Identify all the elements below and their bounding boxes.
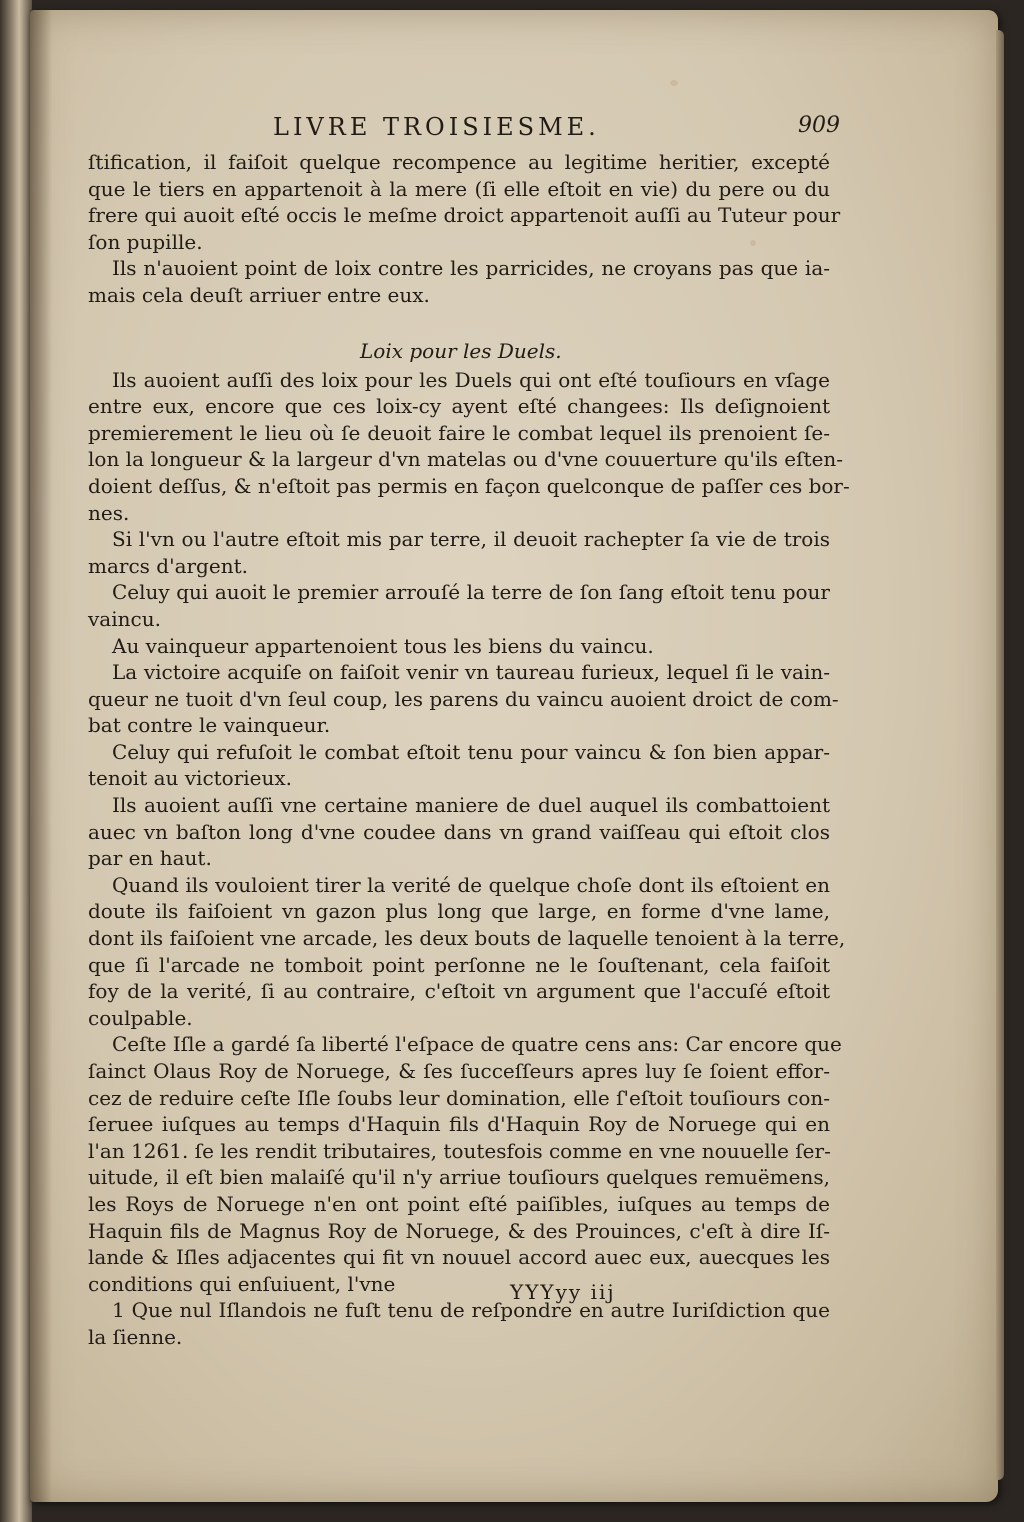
text-line: 1 Que nul Iſlandois ne fuſt tenu de reſpondre en autre Iuriſdiction que xyxy=(112,1298,830,1323)
text-line: ſeruee iuſques au temps d'Haquin fils d'Haquin Roy de Noruege qui en xyxy=(88,1112,830,1137)
binding-edge xyxy=(0,0,32,1522)
text-line: Quand ils vouloient tirer la verité de quelque choſe dont ils eſtoient en xyxy=(112,872,830,897)
text-line: entre eux, encore que ces loix-cy ayent eſté changees: Ils deſignoient xyxy=(88,394,830,419)
text-line: Ils auoient auſſi des loix pour les Duels qui ont eſté touſiours en vſage xyxy=(112,367,830,392)
text-line: la ſienne. xyxy=(88,1324,183,1349)
text-line: coulpable. xyxy=(88,1005,193,1030)
page-text xyxy=(88,113,850,1351)
text-line: foy de la verité, ſi au contraire, c'eſtoit vn argument que l'accuſé eſtoit xyxy=(88,979,830,1004)
text-line: conditions qui enſuiuent, l'vne xyxy=(88,1271,396,1296)
text-line: Ils auoient auſſi vne certaine maniere de duel auquel ils combattoient xyxy=(112,793,830,818)
section-gap xyxy=(88,309,830,337)
text-line: ſtification, il faiſoit quelque recompence au legitime heritier, excepté xyxy=(88,150,830,174)
text-line: nes. xyxy=(88,500,130,525)
text-line: premierement le lieu où ſe deuoit faire le combat lequel ils prenoient ſe- xyxy=(88,420,830,445)
text-line: les Roys de Noruege n'en ont point eſté paiſibles, iuſques au temps de xyxy=(88,1191,830,1216)
text-line: Ils n'auoient point de loix contre les parricides, ne croyans pas que ia- xyxy=(112,256,830,281)
text-line: bat contre le vainqueur. xyxy=(88,713,331,738)
gutter-shadow xyxy=(30,10,52,1502)
text-line: auec vn baſton long d'vne coudee dans vn grand vaiſſeau qui eſtoit clos xyxy=(88,819,830,844)
text-line: ſainct Olaus Roy de Noruege, & ſes ſucceſſeurs apres luy ſe ſoient effor- xyxy=(88,1059,830,1083)
text-line: marcs d'argent. xyxy=(88,553,248,578)
text-line: lon la longueur & la largeur d'vn matelas ou d'vne couuerture qu'ils eſten- xyxy=(88,447,844,472)
page-edge xyxy=(996,30,1004,1480)
text-line: tenoit au victorieux. xyxy=(88,766,293,791)
signature-mark: YYYyy iij xyxy=(510,1280,616,1304)
text-line: Celuy qui auoit le premier arrouſé la terre de ſon ſang eſtoit tenu pour xyxy=(112,580,830,605)
text-line: l'an 1261. ſe les rendit tributaires, toutesfois comme en vne nouuelle ſer- xyxy=(88,1138,831,1163)
page-number: 909 xyxy=(798,113,840,138)
text-line: frere qui auoit eſté occis le meſme droict appartenoit auſſi au Tuteur pour xyxy=(88,203,841,228)
running-head xyxy=(88,113,840,147)
text-line: queur ne tuoit d'vn ſeul coup, les parens du vaincu auoient droict de com- xyxy=(88,686,839,711)
text-line: que le tiers en appartenoit à la mere (ſi elle eſtoit en vie) du pere ou du xyxy=(88,176,830,201)
running-head-title: LIVRE TROISIESME. xyxy=(273,113,600,141)
section-heading: Loix pour les Duels. xyxy=(360,338,562,363)
text-line: La victoire acquiſe on faiſoit venir vn taureau furieux, lequel ſi le vain- xyxy=(112,660,830,685)
text-line: dont ils faiſoient vne arcade, les deux bouts de laquelle tenoient à la terre, xyxy=(88,926,846,951)
text-line: uitude, il eſt bien malaiſé qu'il n'y arriue touſiours quelques remuëmens, xyxy=(88,1165,830,1190)
text-line: ſon pupille. xyxy=(88,229,203,254)
text-line: Celuy qui refuſoit le combat eſtoit tenu pour vaincu & ſon bien appar- xyxy=(112,739,830,764)
text-line: vaincu. xyxy=(88,606,161,631)
book-page xyxy=(30,10,998,1502)
text-line: Ceſte Iſle a gardé ſa liberté l'eſpace de quatre cens ans: Car encore que xyxy=(112,1032,842,1057)
text-line: Haquin fils de Magnus Roy de Noruege, & des Prouinces, c'eſt à dire Iſ- xyxy=(88,1218,830,1243)
text-line: cez de reduire ceſte Iſle ſoubs leur domination, elle ſ'eſtoit touſiours con- xyxy=(88,1085,830,1110)
text-line: lande & Iſles adjacentes qui fit vn nouuel accord auec eux, auecques les xyxy=(88,1245,830,1270)
text-line: doient deſſus, & n'eſtoit pas permis en façon quelconque de paſſer ces bor- xyxy=(88,473,850,498)
text-line: Au vainqueur appartenoient tous les biens du vaincu. xyxy=(112,633,654,658)
text-line: par en haut. xyxy=(88,846,212,871)
text-line: mais cela deuſt arriuer entre eux. xyxy=(88,282,430,307)
text-line: que ſi l'arcade ne tomboit point perſonne ne le ſouſtenant, cela faiſoit xyxy=(88,952,830,977)
text-line: doute ils faiſoient vn gazon plus long que large, en forme d'vne lame, xyxy=(88,899,830,924)
foxing-spot xyxy=(670,80,678,86)
body-text xyxy=(88,149,850,1351)
text-line: Si l'vn ou l'autre eſtoit mis par terre, il deuoit rachepter ſa vie de trois xyxy=(112,527,830,552)
